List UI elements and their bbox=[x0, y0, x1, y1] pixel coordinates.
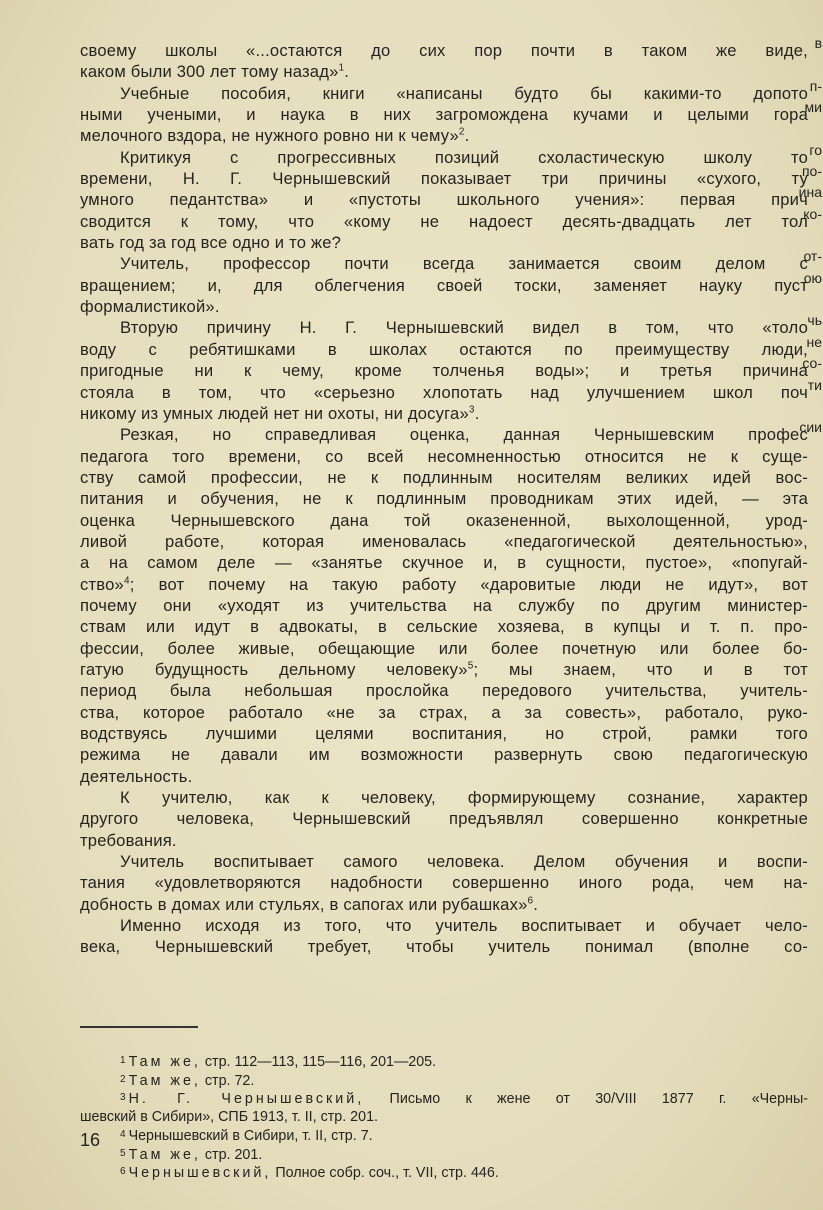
text-line bbox=[80, 723, 808, 744]
footnote-number: 3 bbox=[120, 1092, 126, 1103]
line-text: стояла в том, что «серьезно хлопотать над улучшением школ поч bbox=[80, 382, 808, 402]
text-line bbox=[80, 141, 822, 168]
footnote-text: Письмо к жене от 30/VIII 1877 г. «Черны- bbox=[364, 1091, 809, 1107]
text-line bbox=[80, 403, 808, 424]
line-text: Именно исходя из того, что учитель воспитывает и обучает чело- bbox=[120, 916, 808, 936]
text-line bbox=[80, 872, 808, 893]
footnote-rule bbox=[80, 1026, 198, 1028]
line-tail: ти bbox=[807, 376, 822, 393]
footnote-ref[interactable]: 3 bbox=[468, 404, 475, 416]
text-line bbox=[80, 680, 808, 701]
line-text: Вторую причину Н. Г. Чернышевский видел в том, что «толо bbox=[120, 318, 808, 338]
footnote-number: 2 bbox=[120, 1073, 126, 1085]
text-line bbox=[80, 376, 822, 403]
line-tail: сии bbox=[799, 419, 822, 436]
text-line bbox=[80, 184, 822, 210]
footnote-text: стр. 201. bbox=[200, 1146, 263, 1163]
line-tail: по- bbox=[801, 163, 822, 180]
line-text: своему школы «...остаются до сих пор почти в таком же виде, bbox=[80, 41, 808, 60]
footnote-source: Чернышевский, bbox=[128, 1165, 272, 1181]
text-line bbox=[80, 488, 808, 509]
line-text: каком были 300 лет тому назад» bbox=[80, 62, 339, 82]
line-tail: ми bbox=[804, 99, 822, 116]
line-text-cont: . bbox=[474, 403, 480, 423]
line-text: ство» bbox=[80, 574, 124, 594]
footnote bbox=[80, 1126, 808, 1145]
footnote-number: 6 bbox=[120, 1166, 126, 1177]
line-text: мелочного вздора, не нужного ровно ни к чему» bbox=[80, 126, 459, 146]
line-text: ливой работе, которая именовалась «педагогической деятельностью», bbox=[80, 531, 808, 551]
line-text: период была небольшая прослойка передового учительства, учитель- bbox=[80, 681, 808, 701]
line-text: водствуясь лучшими целями воспитания, но строй, рамки того bbox=[80, 724, 808, 743]
line-text: времени, Н. Г. Чернышевский показывает три причины «сухого, ту bbox=[80, 169, 808, 189]
text-line bbox=[80, 659, 808, 680]
line-text: ствам или идут в адвокаты, в сельские хозяева, в купцы и т. п. про- bbox=[80, 617, 808, 637]
line-tail: ою bbox=[803, 269, 822, 286]
footnote bbox=[80, 1089, 808, 1108]
footnote-ref[interactable]: 1 bbox=[338, 62, 345, 74]
line-text: ными учеными, и наука в них загромождена кучами и целыми гора bbox=[80, 105, 808, 125]
line-text: фессии, более живые, обещающие или более почетную или более бо- bbox=[80, 638, 808, 658]
text-line bbox=[80, 616, 808, 637]
line-text: сводится к тому, что «кому не надоест десять-двадцать лет тол bbox=[80, 211, 808, 231]
line-tail: ко- bbox=[803, 205, 822, 222]
line-text: другого человека, Чернышевский предъявлял совершенно конкретные bbox=[80, 809, 808, 829]
footnote-ref[interactable]: 6 bbox=[527, 895, 534, 907]
line-tail: от- bbox=[803, 248, 822, 265]
text-line bbox=[80, 446, 808, 467]
footnote bbox=[80, 1163, 808, 1182]
text-line bbox=[80, 163, 822, 189]
line-text: умного педантства» и «пустоты школьного учения»: первая прич bbox=[80, 190, 808, 210]
footnote-source: Там же, bbox=[128, 1072, 201, 1089]
line-text: Учебные пособия, книги «написаны будто бы какими-то допото bbox=[120, 83, 808, 103]
line-tail: го bbox=[809, 141, 822, 158]
footnote-ref[interactable]: 2 bbox=[458, 126, 465, 138]
line-tail: чь bbox=[807, 312, 822, 329]
line-text-cont: ; мы знаем, что и в тот bbox=[473, 659, 808, 679]
text-line bbox=[80, 936, 808, 957]
text-line bbox=[80, 552, 808, 573]
line-text-cont: . bbox=[344, 62, 350, 82]
text-line bbox=[80, 894, 808, 915]
line-text: никому из умных людей нет ни охоты, ни досуга» bbox=[80, 403, 469, 423]
text-line bbox=[80, 205, 822, 232]
line-text: Резкая, но справедливая оценка, данная Чернышевским профес bbox=[120, 425, 808, 445]
text-line bbox=[80, 744, 808, 765]
footnote-source: Н. Г. Чернышевский, bbox=[128, 1091, 365, 1107]
footnote-source: Там же, bbox=[128, 1146, 201, 1163]
text-line bbox=[80, 638, 808, 659]
footnote-text: шевский в Сибири», СПБ 1913, т. II, стр. 201. bbox=[80, 1108, 379, 1125]
line-tail: ина bbox=[798, 184, 822, 201]
text-line bbox=[80, 125, 808, 146]
line-text: ства, которое работало «не за страх, а за совесть», работало, руко- bbox=[80, 702, 808, 722]
line-text: тания «удовлетворяются надобности совершенно иного рода, чем на- bbox=[80, 873, 808, 893]
footnote bbox=[80, 1071, 808, 1090]
line-text: Учитель, профессор почти всегда занимается своим делом с bbox=[120, 254, 808, 274]
text-line bbox=[80, 915, 808, 936]
footnote-text: стр. 112—113, 115—116, 201—205. bbox=[200, 1054, 437, 1070]
footnote-number: 5 bbox=[120, 1147, 126, 1159]
line-text-cont: ; вот почему на такую работу «даровитые люди не идут», вот bbox=[129, 574, 808, 594]
text-line bbox=[80, 61, 808, 82]
line-text: Учитель воспитывает самого человека. Делом обучения и воспи- bbox=[120, 852, 808, 872]
text-line bbox=[80, 248, 822, 274]
footnote-ref[interactable]: 5 bbox=[467, 660, 474, 672]
line-text: требования. bbox=[80, 830, 177, 850]
text-line bbox=[80, 296, 808, 317]
line-text: а на самом деле — «занятье скучное и, в сущности, пустое», «попугай- bbox=[80, 553, 808, 573]
footnote-text: стр. 72. bbox=[200, 1072, 255, 1089]
line-text: гатую будущность дельному человеку» bbox=[80, 659, 468, 679]
line-text: режима не давали им возможности развернуть свою педагогическую bbox=[80, 745, 808, 765]
text-line bbox=[80, 702, 808, 723]
text-line bbox=[80, 787, 808, 808]
line-text: формалистикой». bbox=[80, 297, 220, 317]
page-number: 16 bbox=[80, 1130, 101, 1150]
footnote-number: 4 bbox=[120, 1129, 126, 1140]
text-line bbox=[80, 808, 808, 829]
text-line bbox=[80, 531, 808, 552]
footnote bbox=[80, 1145, 808, 1164]
line-text: добность в домах или стульях, в сапогах или рубашках» bbox=[80, 894, 528, 914]
line-tail: со- bbox=[802, 355, 822, 372]
text-line bbox=[80, 830, 808, 851]
footnote-source: Там же, bbox=[128, 1054, 201, 1070]
text-line bbox=[80, 595, 808, 616]
text-line bbox=[80, 312, 822, 338]
text-line bbox=[80, 851, 808, 872]
line-tail: не bbox=[806, 333, 822, 350]
text-line bbox=[80, 333, 822, 360]
line-text: вать год за год все одно и то же? bbox=[80, 233, 342, 253]
text-line bbox=[80, 232, 808, 253]
text-line bbox=[80, 419, 822, 445]
line-text: пригодные ни к чему, кроме толченья воды»; и третья причина bbox=[80, 361, 808, 381]
line-text-cont: . bbox=[533, 894, 539, 914]
footnote bbox=[80, 1108, 808, 1127]
line-tail: п- bbox=[809, 77, 822, 94]
footnote-ref[interactable]: 4 bbox=[123, 575, 130, 587]
line-text: деятельность. bbox=[80, 766, 193, 786]
line-tail: в bbox=[814, 35, 822, 51]
footnotes bbox=[80, 1052, 808, 1182]
footnote-number: 1 bbox=[120, 1055, 126, 1066]
footnote-text: Полное собр. соч., т. VII, стр. 446. bbox=[271, 1165, 499, 1181]
text-line bbox=[80, 269, 822, 296]
line-text: вращением; и, для облегчения своей тоски, заменяет науку пуст bbox=[80, 275, 808, 295]
text-line bbox=[80, 355, 822, 381]
text-line bbox=[80, 574, 808, 595]
text-line bbox=[80, 99, 822, 125]
text-line bbox=[80, 35, 822, 61]
body-text bbox=[80, 35, 822, 958]
line-text: питания и обучения, не к подлинным проводникам этих идей, — эта bbox=[80, 489, 808, 509]
line-text: воду с ребятишками в школах остаются по преимуществу люди, bbox=[80, 339, 808, 359]
text-line bbox=[80, 766, 808, 787]
line-text: педагога того времени, со всей несомненностью относится не к суще- bbox=[80, 446, 808, 466]
footnote-text: Чернышевский в Сибири, т. II, стр. 7. bbox=[128, 1128, 373, 1144]
line-text: ству самой профессии, не к подлинным носителям великих идей вос- bbox=[80, 467, 808, 487]
line-text: века, Чернышевский требует, чтобы учитель понимал (вполне со- bbox=[80, 937, 808, 957]
line-text: К учителю, как к человеку, формирующему сознание, характер bbox=[120, 788, 808, 808]
text-line bbox=[80, 467, 808, 488]
line-text-cont: . bbox=[464, 126, 470, 146]
text-line bbox=[80, 77, 822, 104]
footnote bbox=[80, 1052, 808, 1071]
text-line bbox=[80, 510, 808, 531]
line-text: почему они «уходят из учительства на службу по другим министер- bbox=[80, 595, 808, 615]
line-text: Критикуя с прогрессивных позиций схоластическую школу то bbox=[120, 147, 808, 167]
line-text: оценка Чернышевского дана той оказененной, выхолощенной, урод- bbox=[80, 510, 808, 530]
